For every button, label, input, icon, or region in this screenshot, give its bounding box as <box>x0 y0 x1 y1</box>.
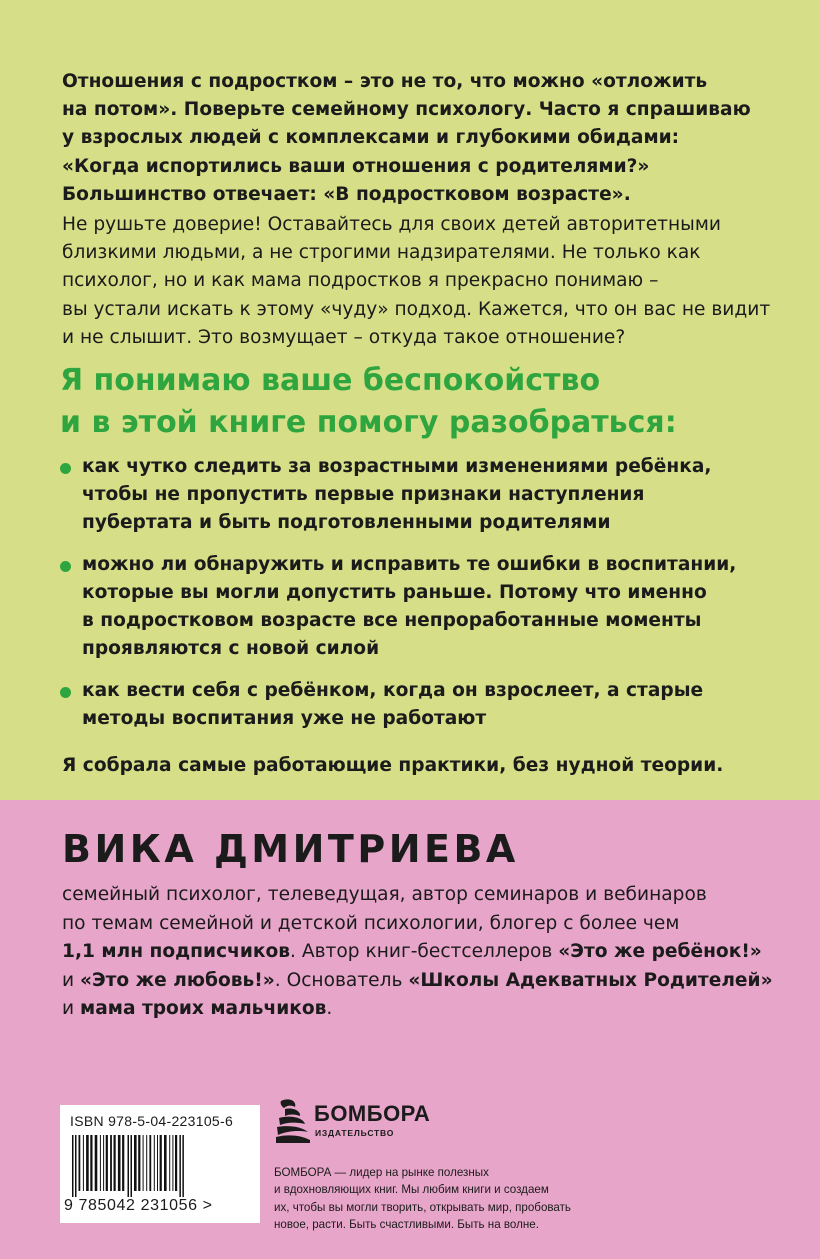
barcode-bar <box>179 1135 181 1197</box>
publisher-line: и вдохновляющих книг. Мы любим книги и создаем <box>274 1183 549 1197</box>
barcode-bar <box>169 1135 170 1191</box>
bio-line: семейный психолог, телеведущая, автор семинаров и вебинаров <box>62 884 707 905</box>
intro-line: Отношения с подростком – это не то, что можно «отложить <box>62 71 708 92</box>
list-item-line: в подростковом возрасте все непроработанные моменты <box>82 610 702 631</box>
barcode-bar <box>86 1135 89 1191</box>
paragraph-line: Не рушьте доверие! Оставайтесь для своих детей авторитетными <box>62 214 721 235</box>
barcode-bar <box>131 1135 133 1197</box>
barcode-bar <box>149 1135 151 1191</box>
barcode-bar <box>114 1135 116 1191</box>
intro-line: «Когда испортились ваши отношения с родителями?» <box>62 155 650 177</box>
barcode-bar <box>83 1135 84 1191</box>
barcode-bar <box>160 1135 162 1191</box>
paragraph-line: близкими людьми, а не строгими надзирателями. Не только как <box>62 242 701 264</box>
list-item-line: как чутко следить за возрастными изменениями ребёнка, <box>82 456 712 477</box>
paragraph-line: вы устали искать к этому «чуду» подход. Кажется, что он вас не видит <box>62 298 771 320</box>
closing-statement: Я собрала самые работающие практики, без нудной теории. <box>62 755 724 776</box>
barcode-bar <box>128 1135 130 1197</box>
barcode-bar <box>175 1135 177 1191</box>
benefits-list <box>60 453 780 733</box>
bio-text: . <box>326 998 333 1019</box>
publisher-line: их, чтобы вы могли творить, открывать мир, пробовать <box>274 1200 571 1214</box>
paragraph-line: и не слышит. Это возмущает – откуда такое отношение? <box>62 326 626 348</box>
barcode-bar <box>79 1135 81 1191</box>
barcode-bars <box>70 1135 250 1197</box>
bio-line: по темам семейной и детской психологии, блогер с более чем <box>62 912 680 934</box>
author-name: ВИКА ДМИТРИЕВА <box>62 827 519 871</box>
isbn-number: ISBN 978-5-04-223105-6 <box>70 1113 234 1129</box>
intro-line: у взрослых людей с комплексами и глубокими обидами: <box>62 127 680 149</box>
list-item-line: которые вы могли допустить раньше. Потому что именно <box>82 582 707 603</box>
heading-line: и в этой книге помогу разобраться: <box>60 405 677 440</box>
barcode-bar <box>72 1135 74 1197</box>
bio-text: . Автор книг-бестселлеров <box>290 941 559 962</box>
intro-line: на потом». Поверьте семейному психологу. Часто я спрашиваю <box>62 99 751 121</box>
barcode-bar <box>164 1135 167 1191</box>
bio-text: . Основатель <box>274 969 409 991</box>
barcode-bar <box>110 1135 112 1191</box>
school-name: «Школы Адекватных Родителей» <box>408 969 773 991</box>
bullet-dot-icon <box>60 561 71 572</box>
barcode-bar <box>75 1135 77 1197</box>
barcode-digits: 9 785042 231056 > <box>64 1197 213 1214</box>
list-item-line: как вести себя с ребёнком, когда он взрослеет, а старые <box>82 680 704 701</box>
list-item-line: пубертата и быть подготовленными родителями <box>82 512 611 533</box>
list-item-line: чтобы не пропустить первые признаки наступления <box>82 484 645 505</box>
bullet-dot-icon <box>60 463 71 474</box>
publisher-line: новое, расти. Быть счастливыми. Быть на волне. <box>274 1218 539 1232</box>
barcode-bar <box>143 1135 144 1191</box>
barcode-bar <box>182 1135 184 1197</box>
family-note: мама троих мальчиков <box>80 998 327 1019</box>
barcode-bar <box>100 1135 101 1191</box>
bullet-dot-icon <box>60 687 71 698</box>
publisher-logo-text: БОМБОРА <box>314 1101 431 1126</box>
publisher-description <box>274 1164 604 1234</box>
heading-line: Я понимаю ваше беспокойство <box>60 363 601 398</box>
book-title: «Это же ребёнок!» <box>558 941 762 962</box>
list-item-line: методы воспитания уже не работают <box>82 708 487 729</box>
paragraph-line: психолог, но и как мама подростков я прекрасно понимаю – <box>62 270 659 292</box>
section-heading <box>60 360 780 444</box>
barcode-bar <box>138 1135 140 1191</box>
barcode-bar <box>103 1135 104 1191</box>
bio-text: и <box>62 998 80 1019</box>
list-item <box>60 677 780 733</box>
subscribers-count: 1,1 млн подписчиков <box>62 941 291 962</box>
barcode-bar <box>118 1135 121 1191</box>
list-item <box>60 453 780 537</box>
bio-text: и <box>62 969 80 991</box>
intro-line: Большинство отвечает: «В подростковом возрасте». <box>62 183 631 205</box>
barcode-bar <box>122 1135 124 1191</box>
barcode-bar <box>157 1135 158 1191</box>
bombora-logo-icon <box>275 1097 311 1143</box>
bio-line <box>62 938 782 967</box>
barcode-bar <box>106 1135 108 1191</box>
barcode-bar <box>134 1135 137 1191</box>
list-item-line: можно ли обнаружить и исправить те ошибки в воспитании, <box>82 554 737 575</box>
list-item-line: проявляются с новой силой <box>82 638 380 659</box>
book-title: «Это же любовь!» <box>80 969 275 991</box>
barcode-bar <box>95 1135 98 1191</box>
bio-line <box>62 967 782 996</box>
author-bio <box>62 881 782 1024</box>
barcode-bar <box>90 1135 92 1191</box>
body-paragraph <box>62 211 782 352</box>
barcode-bar <box>172 1135 173 1191</box>
publisher-logo-subtitle: ИЗДАТЕЛЬСТВО <box>315 1128 395 1138</box>
barcode <box>60 1105 260 1223</box>
barcode-bar <box>154 1135 155 1191</box>
barcode-bar <box>146 1135 147 1191</box>
publisher-line: БОМБОРА — лидер на рынке полезных <box>274 1166 489 1179</box>
intro-text <box>62 68 782 209</box>
list-item <box>60 551 780 663</box>
bio-line <box>62 995 782 1024</box>
